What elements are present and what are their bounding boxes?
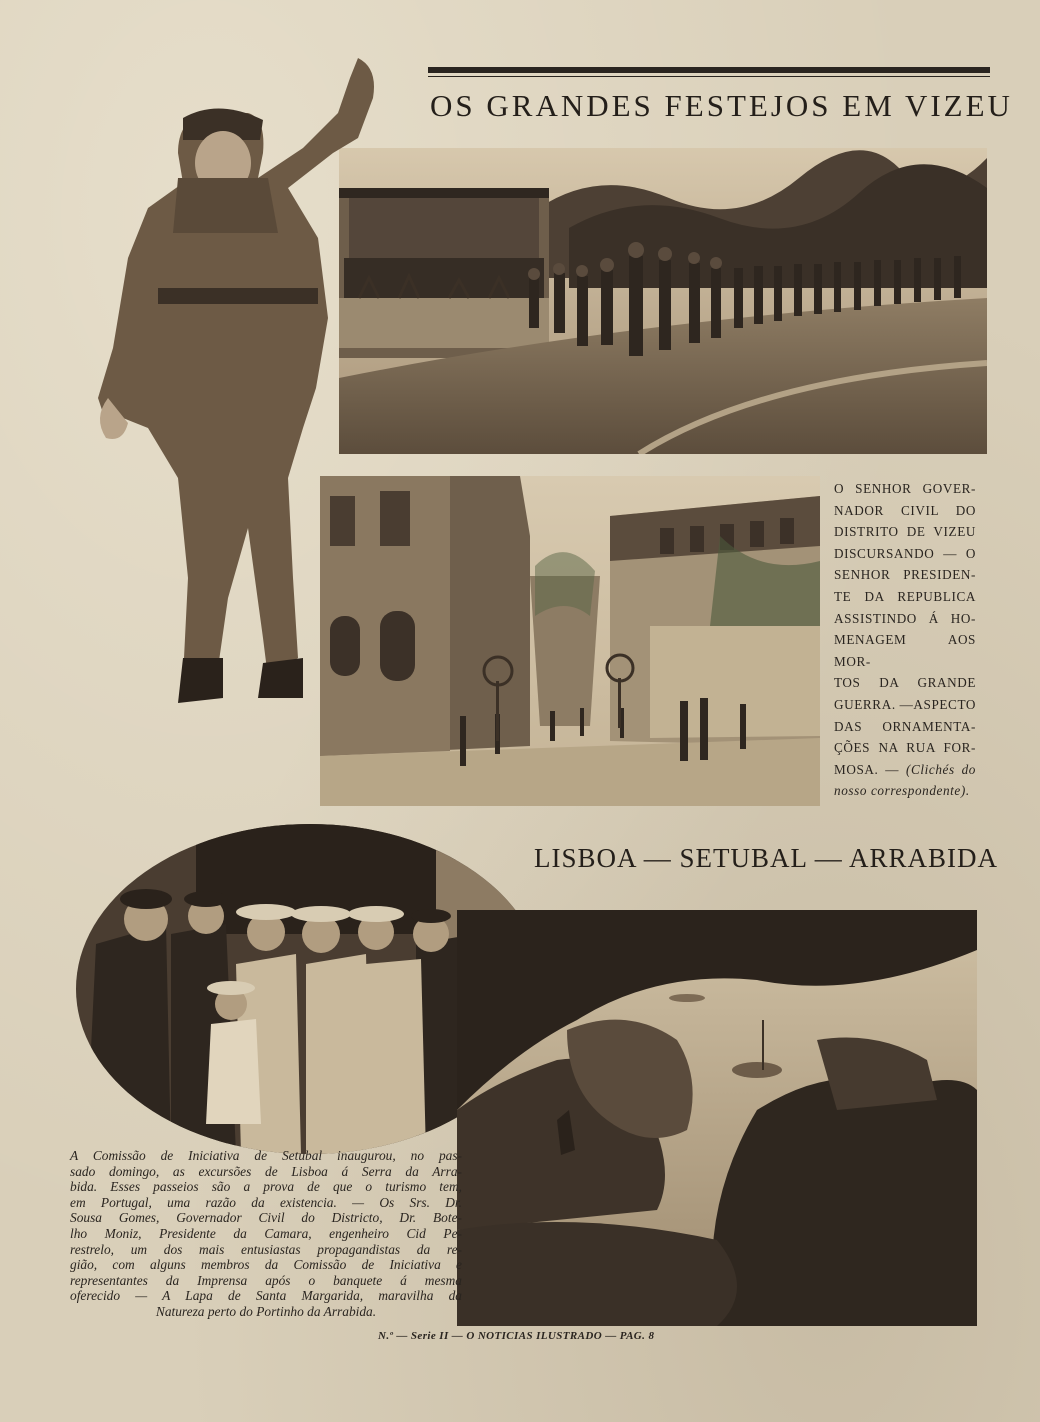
parade-illustration: [339, 148, 987, 454]
street-illustration: [320, 476, 820, 806]
caption-lisboa-line: bida. Esses passeios são a prova de que o turismo tem,: [70, 1179, 462, 1195]
headline-rule-thin: [428, 76, 990, 77]
photo-parade: [339, 148, 987, 454]
caption-vizeu-line: DISTRITO DE VIZEU: [834, 524, 976, 540]
caption-lisboa-line: lho Moniz, Presidente da Camara, engenheiro Cid Pe-: [70, 1225, 462, 1241]
caption-lisboa-line: restrelo, um dos mais entusiastas propagandistas da re-: [70, 1241, 462, 1257]
caption-vizeu-line: TE DA REPUBLICA: [834, 588, 976, 604]
caption-vizeu-credit: (Clichés do: [905, 761, 976, 777]
caption-lisboa-line: Sousa Gomes, Governador Civil do Districto, Dr. Bote-: [70, 1210, 462, 1226]
caption-vizeu-line: GUERRA. —ASPECTO: [834, 696, 976, 712]
page-footer: N.º — Serie II — O NOTICIAS ILUSTRADO — PAG. 8: [378, 1330, 655, 1342]
caption-vizeu-line: [834, 759, 976, 781]
caption-vizeu-line: NADOR CIVIL DO: [834, 502, 976, 518]
caption-vizeu-line: ASSISTINDO Á HO-: [834, 610, 976, 626]
caption-vizeu-line: MENAGEM AOS MOR-: [834, 632, 976, 669]
caption-lisboa: [70, 1148, 462, 1320]
caption-lisboa-line: gião, com alguns membros da Comissão de Iniciativa e: [70, 1257, 462, 1273]
caption-vizeu-line: TOS DA GRANDE: [834, 675, 976, 691]
caption-lisboa-line: representantes da Imprensa após o banquete á mesma: [70, 1272, 462, 1288]
caption-vizeu: [834, 478, 976, 802]
headline-festejos: OS GRANDES FESTEJOS EM VIZEU: [430, 88, 1013, 123]
photo-street: [320, 476, 820, 806]
caption-lisboa-line: A Comissão de Iniciativa de Setubal inaugurou, no pas-: [70, 1148, 462, 1163]
caption-lisboa-line: sado domingo, as excursões de Lisboa á Serra da Arra-: [70, 1163, 462, 1179]
caption-vizeu-line: ÇÕES NA RUA FOR-: [834, 740, 976, 756]
caption-vizeu-line: [834, 780, 976, 802]
caption-lisboa-line: Natureza perto do Portinho da Arrabida.: [155, 1303, 377, 1319]
headline-lisboa: LISBOA — SETUBAL — ARRABIDA: [534, 843, 999, 873]
caption-vizeu-line: SENHOR PRESIDEN-: [834, 567, 976, 583]
officer-cutout: [88, 58, 388, 738]
cave-illustration: [457, 910, 977, 1326]
caption-lisboa-line: oferecido — A Lapa de Santa Margarida, maravilha da: [70, 1288, 462, 1304]
caption-lisboa-line: em Portugal, uma razão da existencia. — Os Srs. Dr.: [70, 1194, 462, 1210]
caption-vizeu-line: DAS ORNAMENTA-: [834, 718, 976, 734]
caption-vizeu-plain: MOSA. —: [834, 761, 906, 777]
headline-rule: [428, 67, 990, 73]
caption-vizeu-credit-end: nosso correspondente).: [834, 783, 970, 799]
caption-vizeu-line: DISCURSANDO — O: [834, 545, 976, 561]
photo-cave: [457, 910, 977, 1326]
caption-vizeu-line: O SENHOR GOVER-: [834, 481, 976, 496]
